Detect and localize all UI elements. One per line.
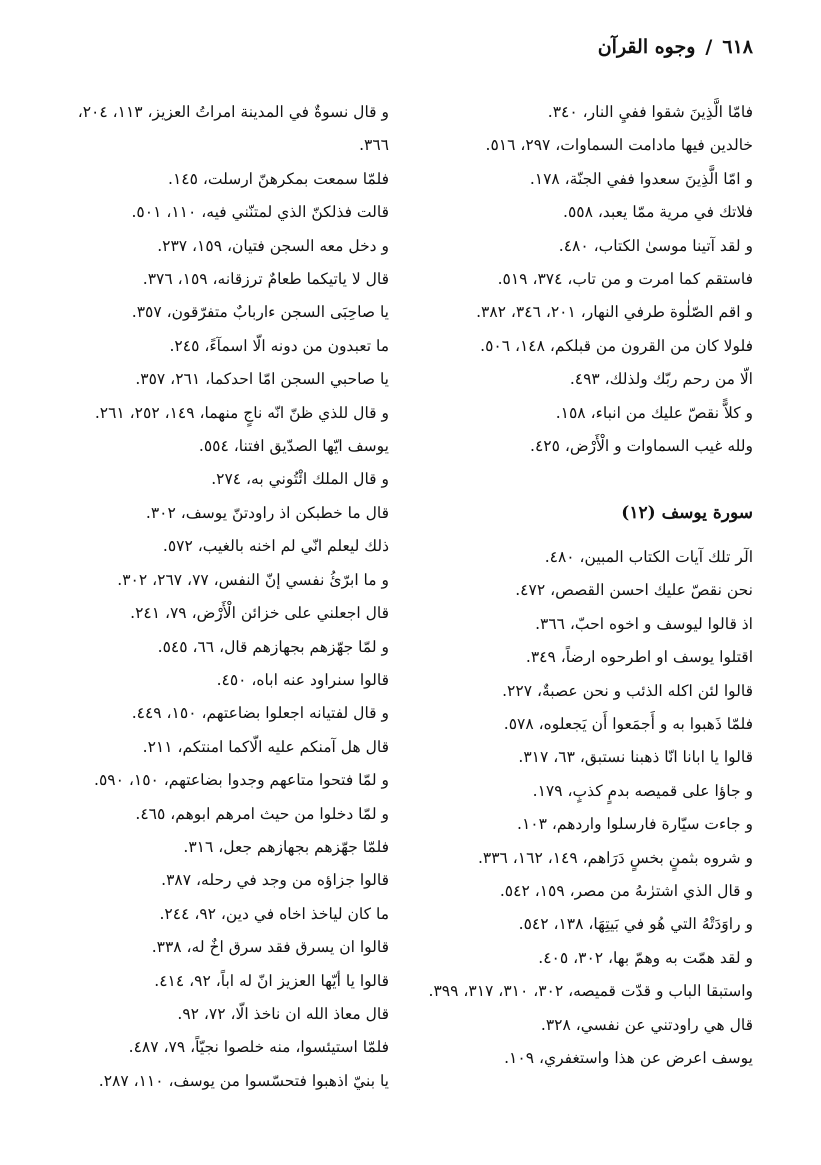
verse-entry: خالدين فيها مادامت السماوات، ٢٩٧، ٥١٦. xyxy=(485,136,753,155)
verse-entry: و راوَدَتْهُ التي هُو في بَيتِهَا، ١٣٨، ٥٤٢. xyxy=(518,915,753,934)
verse-entry: قال معاذ الله ان ناخذ الّا، ٧٢، ٩٢. xyxy=(177,1004,389,1023)
verse-entry: فلاتك في مرية ممّا يعبد، ٥٥٨. xyxy=(563,203,753,222)
verse-entry: قال اجعلني على خزائن الْأَرْض، ٧٩، ٢٤١. xyxy=(130,604,389,623)
verse-entry: اذ قالوا ليوسف و اخوه احبّ، ٣٦٦. xyxy=(535,614,753,633)
verse-entry: و اقم الصّلٰوة طرفي النهار، ٢٠١، ٣٤٦، ٣٨٢. xyxy=(476,303,753,322)
verse-entry: و جاءت سيّارة فارسلوا واردهم، ١٠٣. xyxy=(517,815,753,834)
verse-entry: فلولا كان من القرون من قبلكم، ١٤٨، ٥٠٦. xyxy=(480,336,753,355)
verse-entry: فلمّا سمعت بمكرهنّ ارسلت، ١٤٥. xyxy=(168,169,389,188)
verse-entry: و شروه بثمنٍ بخسٍ دَرَاهم، ١٤٩، ١٦٢، ٣٣٦. xyxy=(477,848,753,867)
verse-entry: فاستقم كما امرت و من تاب، ٣٧٤، ٥١٩. xyxy=(497,270,753,289)
verse-entry: فلمّا ذَهبوا به و أَجمَعوا أَن يَجعلوه، ٥٧٨. xyxy=(503,714,753,733)
verse-entry: نحن نقصّ عليك احسن القصص، ٤٧٢. xyxy=(515,581,753,600)
verse-entry: و ما ابرّئُ نفسي إنّ النفس، ٧٧، ٢٦٧، ٣٠٢. xyxy=(117,570,389,589)
section-gap xyxy=(393,463,753,497)
verse-entry: يا بنيّ اذهبوا فتحسّسوا من يوسف، ١١٠، ٢٨٧. xyxy=(98,1071,389,1090)
verse-entry: اقتلوا يوسف او اطرحوه ارضاً، ٣٤٩. xyxy=(525,648,753,667)
verse-entry: و قال الملك ائْتُوني به، ٢٧٤. xyxy=(211,470,389,489)
verse-entry: قالوا يا أيّها العزيز انّ له اباً، ٩٢، ٤١٤. xyxy=(154,971,389,990)
verse-entry: قالوا يا ابانا انّا ذهبنا نستبق، ٦٣، ٣١٧. xyxy=(518,748,753,767)
verse-entry: فلمّا استيئسوا، منه خلصوا نجيّاً، ٧٩، ٤٨٧. xyxy=(128,1038,389,1057)
verse-entry: قال لا ياتيكما طعامٌ ترزقانه، ١٥٩، ٣٧٦. xyxy=(142,270,389,289)
verse-entry: ما تعبدون من دونه الّا اسمآءً، ٢٤٥. xyxy=(169,336,389,355)
verse-entry: فلمّا جهّزهم بجهازهم جعل، ٣١٦. xyxy=(183,837,389,856)
header-separator: / xyxy=(705,36,713,58)
verse-entry: قال هي راودتني عن نفسي، ٣٢٨. xyxy=(540,1015,753,1034)
verse-entry: يوسف ايّها الصدّيق افتنا، ٥٥٤. xyxy=(198,437,389,456)
verse-entry: و امّا الَّذِينَ سعدوا ففي الجنّة، ١٧٨. xyxy=(529,169,753,188)
verse-entry: قالت فذلكنّ الذي لمتنّني فيه، ١١٠، ٥٠١. xyxy=(131,203,389,222)
verse-entry: يا صاحِبَى السجن ءاربابٌ متفرّقون، ٣٥٧. xyxy=(131,303,389,322)
verse-entry: الٓر تلك آيات الكتاب المبين، ٤٨٠. xyxy=(544,547,753,566)
verse-entry: و لمّا جهّزهم بجهازهم قال، ٦٦، ٥٤٥. xyxy=(157,637,389,656)
verse-entry: و قال نسوةٌ في المدينة امراتُ العزيز، ١١٣، ٢٠٤، ٣٦٦. xyxy=(77,103,389,155)
section-heading: سورة يوسف (١٢) xyxy=(621,503,753,524)
verse-entry: و لمّا فتحوا متاعهم وجدوا بضاعتهم، ١٥٠، ٥٩٠. xyxy=(94,771,389,790)
verse-entry: و قال الذي اشترٰىهُ من مصر، ١٥٩، ٥٤٢. xyxy=(499,881,753,900)
verse-entry: قال ما خطبكن اذ راودتنّ يوسف، ٣٠٢. xyxy=(145,503,389,522)
left-column xyxy=(44,96,389,1098)
verse-entry: و لقد آتينا موسىٰ الكتاب، ٤٨٠. xyxy=(558,236,753,255)
verse-entry: واستبقا الباب و قدّت قميصه، ٣٠٢، ٣١٠، ٣١٧، ٣٩٩. xyxy=(428,982,753,1001)
verse-entry: يا صاحبي السجن امّا احدكما، ٢٦١، ٣٥٧. xyxy=(135,370,389,389)
right-column xyxy=(393,96,753,1075)
page-number: ٦١٨ xyxy=(722,36,753,58)
verse-entry: و لقد همّت به وهمّ بها، ٣٠٢، ٤٠٥. xyxy=(538,948,753,967)
section-gap xyxy=(393,531,753,541)
verse-entry: قالوا جزاؤه من وجد في رحله، ٣٨٧. xyxy=(161,871,389,890)
verse-entry: قالوا ان يسرق فقد سرق اخٌ له، ٣٣٨. xyxy=(151,938,389,957)
verse-entry: و دخل معه السجن فتيان، ١٥٩، ٢٣٧. xyxy=(157,236,389,255)
verse-entry: ذلك ليعلم انّي لم اخنه بالغيب، ٥٧٢. xyxy=(162,537,389,556)
verse-entry: يوسف اعرض عن هذا واستغفري، ١٠٩. xyxy=(504,1048,753,1067)
verse-entry: الّا من رحم ربّك ولذلك، ٤٩٣. xyxy=(569,370,753,389)
verse-entry: و قال للذي ظنّ انّه ناجٍ منهما، ١٤٩، ٢٥٢، ٢٦١. xyxy=(94,403,389,422)
verse-entry: و لمّا دخلوا من حيث امرهم ابوهم، ٤٦٥. xyxy=(135,804,389,823)
verse-entry: قالوا سنراود عنه اباه، ٤٥٠. xyxy=(216,670,389,689)
verse-entry: قال هل آمنكم عليه الّاكما امنتكم، ٢١١. xyxy=(142,737,389,756)
verse-entry: ما كان لياخذ اخاه في دين، ٩٢، ٢٤٤. xyxy=(159,904,389,923)
running-header xyxy=(598,36,753,58)
verse-entry: و قال لفتيانه اجعلوا بضاعتهم، ١٥٠، ٤٤٩. xyxy=(131,704,389,723)
verse-entry: قالوا لئن اكله الذئب و نحن عصبةٌ، ٢٢٧. xyxy=(502,681,753,700)
verse-entry: فامّا الَّذِينَ شقوا ففيِ النار، ٣٤٠. xyxy=(547,103,753,121)
verse-entry: ولله غيب السماوات و الْأَرْض، ٤٢٥. xyxy=(530,437,753,456)
verse-entry: و جاؤا على قميصه بدمٍ كذبٍ، ١٧٩. xyxy=(532,781,753,800)
verse-entry: و كلاًّ نقصّ عليك من انباء، ١٥٨. xyxy=(555,403,753,422)
book-title: وجوه القرآن xyxy=(597,36,696,58)
